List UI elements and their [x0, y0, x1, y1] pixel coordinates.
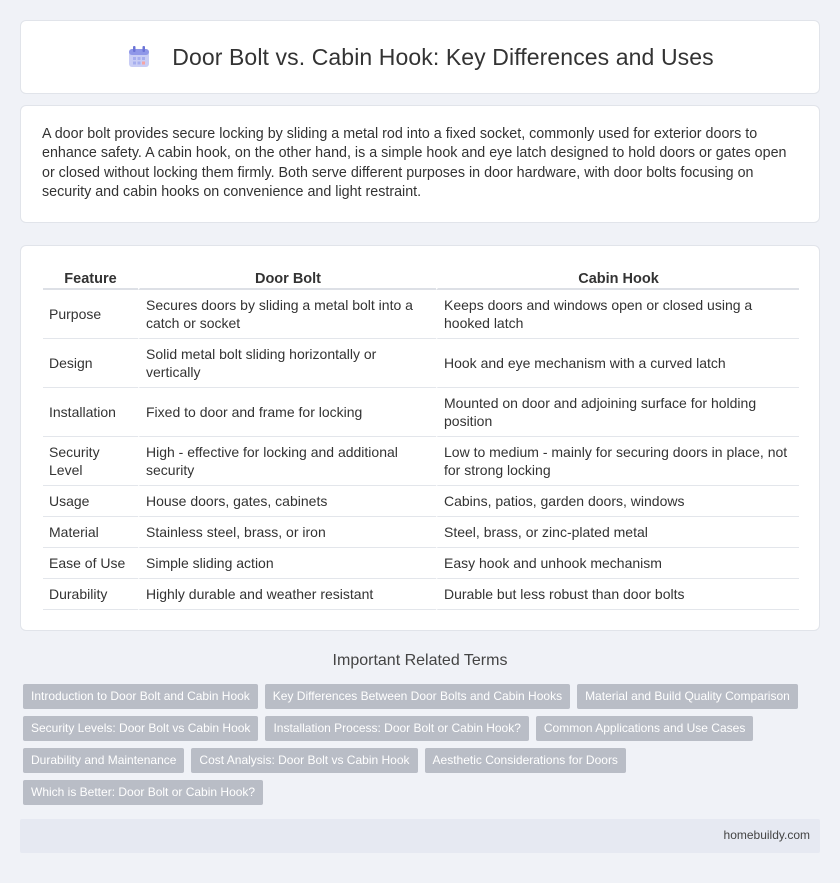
table-row — [43, 388, 799, 437]
row-door-bolt: Highly durable and weather resistant — [138, 579, 436, 610]
header-cabin-hook: Cabin Hook — [436, 266, 799, 290]
row-cabin-hook: Low to medium - mainly for securing doors in place, not for strong locking — [436, 437, 799, 486]
row-door-bolt: House doors, gates, cabinets — [138, 486, 436, 517]
footer — [20, 819, 820, 853]
row-feature: Material — [43, 517, 138, 548]
row-cabin-hook: Cabins, patios, garden doors, windows — [436, 486, 799, 517]
related-terms-title: Important Related Terms — [332, 652, 508, 669]
table-row — [43, 437, 799, 486]
row-cabin-hook: Mounted on door and adjoining surface for holding position — [436, 388, 799, 437]
table-row — [43, 548, 799, 579]
row-door-bolt: Stainless steel, brass, or iron — [138, 517, 436, 548]
header-door-bolt: Door Bolt — [138, 266, 436, 290]
related-term-link[interactable]: Material and Build Quality Comparison — [577, 684, 798, 709]
row-feature: Ease of Use — [43, 548, 138, 579]
row-cabin-hook: Hook and eye mechanism with a curved latch — [436, 339, 799, 388]
row-feature: Installation — [43, 388, 138, 437]
footer-site: homebuildy.com — [723, 828, 810, 842]
row-door-bolt: Simple sliding action — [138, 548, 436, 579]
table-row — [43, 290, 799, 339]
page-title: Door Bolt vs. Cabin Hook: Key Differences and Uses — [172, 43, 714, 70]
related-term-link[interactable]: Cost Analysis: Door Bolt vs Cabin Hook — [191, 748, 417, 773]
calendar-icon — [126, 44, 152, 70]
intro-text: A door bolt provides secure locking by sliding a metal rod into a fixed socket, commonly used for exterior doors to enhance safety. A cabin hook, on the other hand, is a simple hook and eye latch designed to hold doors or gates open or closed without locking them firmly. Both serve different purposes in door hardware, with door bolts focusing on security and cabin hooks on convenience and light restraint. — [42, 126, 787, 200]
row-feature: Security Level — [43, 437, 138, 486]
table-header-row — [43, 266, 799, 290]
row-feature: Durability — [43, 579, 138, 610]
related-term-link[interactable]: Installation Process: Door Bolt or Cabin Hook? — [265, 716, 528, 741]
row-feature: Purpose — [43, 290, 138, 339]
row-door-bolt: Fixed to door and frame for locking — [138, 388, 436, 437]
table-row — [43, 517, 799, 548]
comparison-table — [43, 266, 799, 610]
tag-row — [23, 684, 823, 709]
related-term-link[interactable]: Introduction to Door Bolt and Cabin Hook — [23, 684, 258, 709]
tag-row — [23, 716, 823, 741]
row-door-bolt: Secures doors by sliding a metal bolt into a catch or socket — [138, 290, 436, 339]
row-feature: Usage — [43, 486, 138, 517]
tag-row — [23, 780, 823, 805]
related-term-link[interactable]: Key Differences Between Door Bolts and Cabin Hooks — [265, 684, 570, 709]
row-cabin-hook: Easy hook and unhook mechanism — [436, 548, 799, 579]
row-door-bolt: Solid metal bolt sliding horizontally or vertically — [138, 339, 436, 388]
row-feature: Design — [43, 339, 138, 388]
related-term-link[interactable]: Common Applications and Use Cases — [536, 716, 753, 741]
table-row — [43, 579, 799, 610]
row-cabin-hook: Durable but less robust than door bolts — [436, 579, 799, 610]
table-row — [43, 486, 799, 517]
title-wrap — [21, 21, 819, 93]
comparison-table-card — [20, 245, 820, 631]
related-term-link[interactable]: Aesthetic Considerations for Doors — [425, 748, 626, 773]
related-term-link[interactable]: Which is Better: Door Bolt or Cabin Hook? — [23, 780, 263, 805]
table-row — [43, 339, 799, 388]
row-door-bolt: High - effective for locking and additional security — [138, 437, 436, 486]
related-term-link[interactable]: Security Levels: Door Bolt vs Cabin Hook — [23, 716, 258, 741]
intro-card — [20, 105, 820, 223]
row-cabin-hook: Steel, brass, or zinc-plated metal — [436, 517, 799, 548]
header-feature: Feature — [43, 266, 138, 290]
related-terms-list — [23, 684, 823, 812]
header-card — [20, 20, 820, 94]
related-term-link[interactable]: Durability and Maintenance — [23, 748, 184, 773]
tag-row — [23, 748, 823, 773]
row-cabin-hook: Keeps doors and windows open or closed using a hooked latch — [436, 290, 799, 339]
